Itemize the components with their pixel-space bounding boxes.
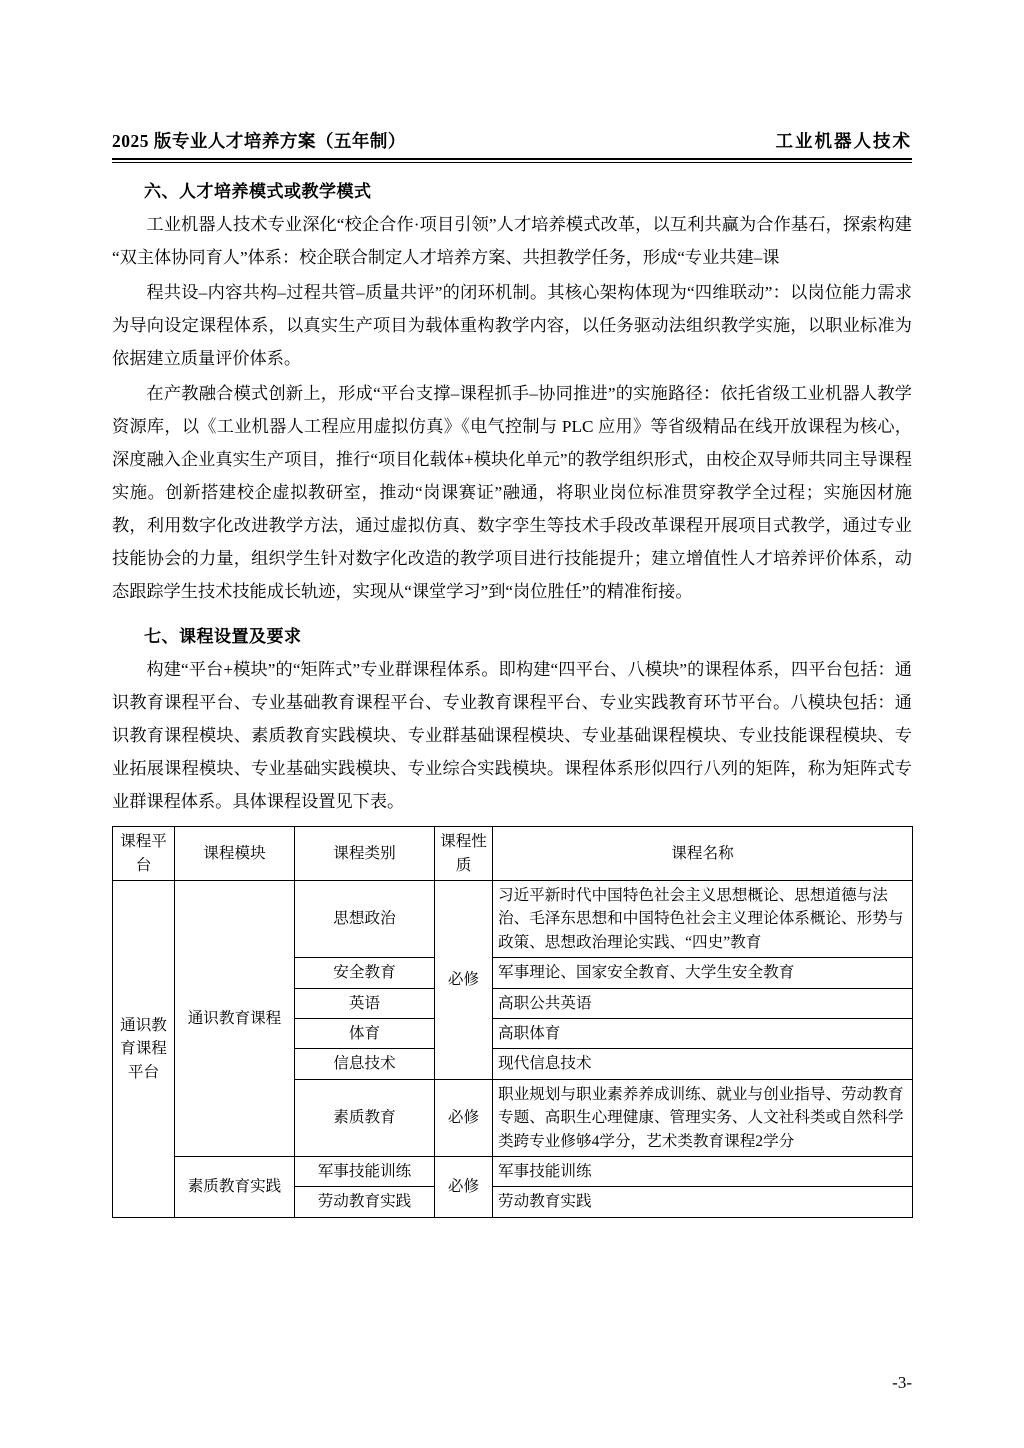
cell-category-military-training: 军事技能训练: [295, 1156, 435, 1186]
cell-category-pe: 体育: [295, 1019, 435, 1049]
cell-module-quality-practice: 素质教育实践: [175, 1156, 295, 1217]
header-right-text: 工业机器人技术: [775, 131, 912, 151]
page-content: [112, 128, 912, 1218]
section-6-paragraph-1: 工业机器人技术专业深化“校企合作·项目引领”人才培养模式改革，以互利共赢为合作基石，探索构建“双主体协同育人”体系：校企联合制定人才培养方案、共担教学任务，形成“专业共建–课: [112, 215, 912, 268]
cell-nature-required-1: 必修: [435, 881, 493, 1080]
cell-category-english: 英语: [295, 988, 435, 1018]
cell-nature-required-2: 必修: [435, 1079, 493, 1156]
course-setting-table: [112, 826, 913, 1217]
th-course-platform: 课程平台: [113, 827, 175, 881]
header-left-text: 2025 版专业人才培养方案（五年制）: [112, 131, 406, 151]
cell-category-ideology: 思想政治: [295, 881, 435, 958]
table-row: [113, 1156, 913, 1186]
cell-coursename-quality-education: 职业规划与职业素养养成训练、就业与创业指导、劳动教育专题、高职生心理健康、管理实务、人文社科类或自然科学类跨专业修够4学分，艺术类教育课程2学分: [493, 1079, 913, 1156]
header-rule-thick: [112, 158, 912, 160]
section-title-6: 六、人才培养模式或教学模式: [144, 182, 372, 201]
th-course-name: 课程名称: [493, 827, 913, 881]
cell-category-it: 信息技术: [295, 1049, 435, 1079]
cell-coursename-labor-practice: 劳动教育实践: [493, 1187, 913, 1217]
section-7-paragraph-1: 构建“平台+模块”的“矩阵式”专业群课程体系。即构建“四平台、八模块”的课程体系，四平台包括：通识教育课程平台、专业基础教育课程平台、专业教育课程平台、专业实践教育环节平台。八模块包括：通识教育课程模块、素质教育实践模块、专业群基础课程模块、专业基础课程模块、专业技能课程模块、专业拓展课程模块、专业基础实践模块、专业综合实践模块。课程体系形似四行八列的矩阵，称为矩阵式专业群课程体系。具体课程设置见下表。: [112, 660, 912, 812]
cell-category-labor-practice: 劳动教育实践: [295, 1187, 435, 1217]
cell-coursename-safety: 军事理论、国家安全教育、大学生安全教育: [493, 958, 913, 988]
table-row: [113, 881, 913, 958]
th-course-category: 课程类别: [295, 827, 435, 881]
running-header: [112, 128, 912, 163]
cell-category-quality-education: 素质教育: [295, 1079, 435, 1156]
th-course-module: 课程模块: [175, 827, 295, 881]
section-6-paragraph-3: 在产教融合模式创新上，形成“平台支撑–课程抓手–协同推进”的实施路径：依托省级工业机器人教学资源库，以《工业机器人工程应用虚拟仿真》《电气控制与 PLC 应用》等省级精品在线开放课程为核心，深度融入企业真实生产项目，推行“项目化载体+模块化单元”的教学组织形式，由校企双导师共同主导课程实施。创新搭建校企虚拟教研室，推动“岗课赛证”融通，将职业岗位标准贯穿教学全过程；实施因材施教，利用数字化改进教学方法，通过虚拟仿真、数字孪生等技术手段改革课程开展项目式教学，通过专业技能协会的力量，组织学生针对数字化改造的教学项目进行技能提升；建立增值性人才培养评价体系，动态跟踪学生技术技能成长轨迹，实现从“课堂学习”到“岗位胜任”的精准衔接。: [112, 384, 912, 602]
cell-course-platform: 通识教育课程平台: [113, 881, 175, 1218]
th-course-nature: 课程性质: [435, 827, 493, 881]
cell-coursename-ideology: 习近平新时代中国特色社会主义思想概论、思想道德与法治、毛泽东思想和中国特色社会主义理论体系概论、形势与政策、思想政治理论实践、“四史”教育: [493, 881, 913, 958]
cell-nature-required-3: 必修: [435, 1156, 493, 1217]
table-header-row: [113, 827, 913, 881]
cell-module-general-education: 通识教育课程: [175, 881, 295, 1157]
cell-coursename-pe: 高职体育: [493, 1019, 913, 1049]
cell-coursename-english: 高职公共英语: [493, 988, 913, 1018]
header-rule-thin: [112, 162, 912, 163]
cell-coursename-military-training: 军事技能训练: [493, 1156, 913, 1186]
section-title-7: 七、课程设置及要求: [144, 627, 302, 647]
cell-coursename-it: 现代信息技术: [493, 1049, 913, 1079]
cell-category-safety: 安全教育: [295, 958, 435, 988]
section-6-paragraph-2: 程共设–内容共构–过程共管–质量共评”的闭环机制。其核心架构体现为“四维联动”：以岗位能力需求为导向设定课程体系，以真实生产项目为载体重构教学内容，以任务驱动法组织教学实施，以职业标准为依据建立质量评价体系。: [112, 283, 912, 369]
page-number: -3-: [892, 1373, 912, 1392]
